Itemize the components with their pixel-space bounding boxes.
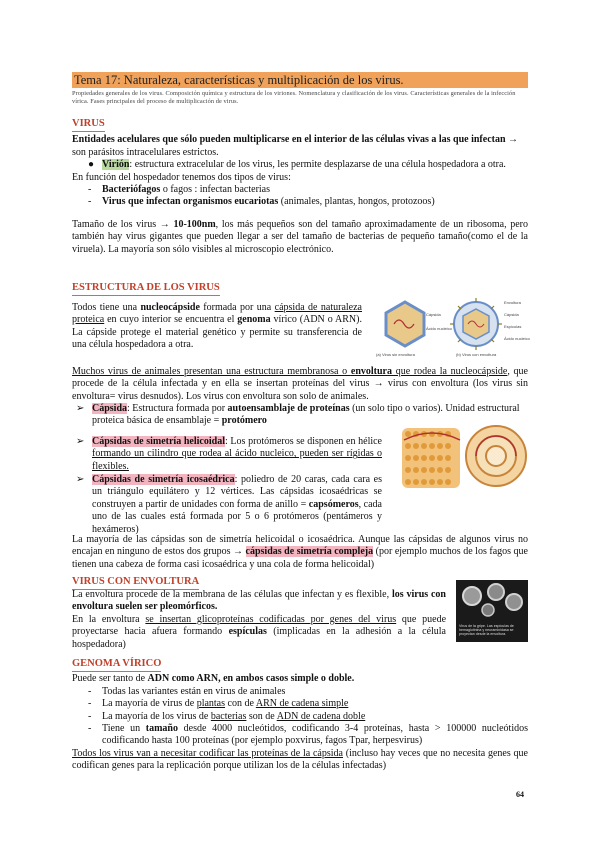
envoltura-paragraph: Muchos virus de animales presentan una estructura membranosa o envoltura que rodea la nucleocápside, que procede de la célula infectada y en ella se insertan proteínas del virus → virus con envoltura (los virus sin envoltura= virus desnudos). Los virus con envoltura son solo de animales. xyxy=(72,366,528,402)
arrow-bullet-icon: ➢ xyxy=(76,436,85,447)
envoltura-heading: VIRUS CON ENVOLTURA xyxy=(72,576,199,590)
virion-text: : estructura extracelular de los virus, les permite desplazarse de una célula hospedadora a otra. xyxy=(129,159,506,171)
genoma-list xyxy=(72,686,528,748)
list-item: - La mayoría de los virus de bacterias son de ADN de cadena doble xyxy=(72,711,528,723)
topic-summary: Propiedades generales de los virus. Composición química y estructura de los viriones. Nomenclatura y clasificación de los virus. Características generales de la infección vírica. Fases principales del proceso de multiplicación de virus. xyxy=(72,90,516,105)
fig-label: Espículas xyxy=(504,324,522,329)
enveloped-virus-diagram xyxy=(450,298,502,350)
helical-capsid-figure xyxy=(398,412,530,502)
bullet-dot-icon: ● xyxy=(88,159,95,171)
fig-caption: (b) Virus con envoltura xyxy=(456,352,497,357)
host-intro: En función del hospedador tenemos dos tipos de virus: xyxy=(72,171,291,183)
virion-bullet xyxy=(72,159,528,171)
list-item: - Bacteriófagos o fagos : infectan bacterias xyxy=(72,184,528,196)
fig-label: Envoltura xyxy=(504,300,521,305)
influenza-micrograph xyxy=(456,580,528,618)
fig-label: Cápsida xyxy=(426,312,441,317)
compleja-paragraph: La mayoría de las cápsidas son de simetría helicoidal o icosaédrica. Aunque las cápsidas de algunos virus no encajan en ninguno de estos dos grupos → cápsidas de simetría compleja (por ejemplo muchos de los fagos que tienen una cabeza de forma casi icosaédrica y una cola de forma helicoidal) xyxy=(72,534,528,570)
list-item: - Virus que infectan organismos eucariotas (animales, plantas, hongos, protozoos) xyxy=(72,196,528,208)
virus-size-paragraph: Tamaño de los virus → 10-100nm, los más pequeños son del tamaño aproximadamente de un ribosoma, pero también hay virus gigantes que pueden llegar a ser del tamaño de bacterias de pequeño tamaño(como el de la viruela). La mayoría son sólo visibles al microscopio electrónico. xyxy=(72,218,528,255)
fig-label: Cápsida xyxy=(504,312,519,317)
arrow-bullet-icon: ➢ xyxy=(76,403,85,414)
virus-section xyxy=(72,118,528,256)
list-item: - Tiene un tamaño desde 4000 nucleótidos, codificando 3-4 proteínas, hasta > 100000 nucleótidos codificando hasta 100 proteínas (por ejemplo poxvirus, fagos Tpar, herpesvirus) xyxy=(72,723,528,748)
estructura-heading: ESTRUCTURA DE LOS VIRUS xyxy=(72,282,220,296)
arrow-bullet-icon: ➢ xyxy=(76,474,85,485)
host-list xyxy=(72,184,528,209)
helicoidal-item: ➢ Cápsidas de simetría helicoidal: Los protómeros se disponen en hélice formando un cilindro que rodea al ácido nucleico, pueden ser rígidas o flexibles. xyxy=(76,436,382,472)
estructura-section xyxy=(72,282,528,296)
helical-rod-diagram xyxy=(402,428,460,488)
naked-virus-diagram xyxy=(386,302,424,346)
fig-label: Ácido nucleico xyxy=(504,336,530,341)
virion-term: Virión xyxy=(102,159,130,171)
micrograph-photo xyxy=(456,580,528,642)
page-title: Tema 17: Naturaleza, características y multiplicación de los virus. xyxy=(72,72,528,88)
virus-heading: VIRUS xyxy=(72,118,105,132)
list-item: - La mayoría de virus de plantas con de ARN de cadena simple xyxy=(72,698,528,710)
page-number: 64 xyxy=(516,790,524,799)
virus-definition: Entidades acelulares que sólo pueden multiplicarse en el interior de las células vivas a las que infectan xyxy=(72,134,506,146)
virus-definition-rest: → son parásitos intracelulares estrictos. xyxy=(72,134,519,158)
virus-structure-figure xyxy=(372,296,532,358)
capsid-cross-section-diagram xyxy=(466,426,526,486)
list-item: - Todas las variantes están en virus de animales xyxy=(72,686,528,698)
photo-caption: Virus de la gripe. Las espículas de hemaglutinina y neuraminidasa se proyectan desde la envoltura. xyxy=(459,624,514,637)
envoltura-text: La envoltura procede de la membrana de las células que infectan y es flexible, los virus con envoltura suelen ser pleomórficos. En la envoltura se insertan glicoproteínas codificadas por genes del virus que puede proyectarse hacia afuera formando espículas (implicadas en la adhesión a la célula hospedadora) xyxy=(72,589,447,650)
nucleocapside-paragraph: Todos tiene una nucleocápside formada por una cápsida de naturaleza proteica en cuyo interior se encuentra el genoma vírico (ADN o ARN). La cápside protege el material genético y permite su transferencia de una célula hospedadora a otra. xyxy=(72,302,362,351)
fig-caption: (a) Virus sin envoltura xyxy=(376,352,415,357)
capsida-item: ➢ Cápsida: Estructura formada por autoensamblaje de proteínas (un solo tipo o varios). Unidad estructural proteica básica de ensamblaje = protómero xyxy=(76,403,520,427)
icosaedrica-item: ➢ Cápsidas de simetría icosaédrica: poliedro de 20 caras, cada cara es un triángulo equilátero y 12 vértices. Las cápsidas icosaédricas se construyen a partir de unidades con forma de anillo = capsómeros, cada uno de las cuales está formada por 5 o 6 protómeros (pentámeros y hexámeros) xyxy=(76,474,383,535)
fig-label: Ácido nucleico xyxy=(426,326,452,331)
genoma-section: GENOMA VÍRICO Puede ser tanto de ADN como ARN, en ambos casos simple o doble. - Todas las variantes están en virus de animales - La mayoría de virus de plantas con de ARN de cadena simple - La mayoría de los virus de bacterias son de ADN de cadena doble - Tiene un tamaño desde 4000 nucleótidos, codificando 3-4 proteínas, hasta > 100000 nucleótidos codificando hasta 100 proteínas (por ejemplo poxvirus, fagos Tpar, herpesvirus) Todos los virus van a necesitar codificar las proteínas de la cápsida (incluso hay veces que no necesita genes que codifican genes para la replicación porque utilizan los de la células infectadas) xyxy=(72,658,528,773)
genoma-heading: GENOMA VÍRICO xyxy=(72,658,161,672)
